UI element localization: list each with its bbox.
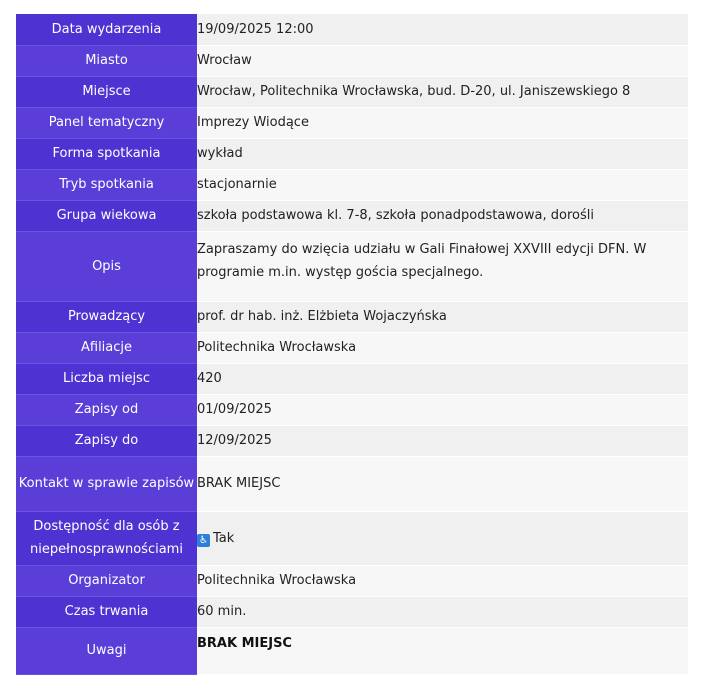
row-label: Liczba miejsc [16,363,197,394]
row-label: Kontakt w sprawie zapisów [16,456,197,511]
row-label: Uwagi [16,627,197,674]
row-value: 12/09/2025 [197,425,688,456]
row-label: Dostępność dla osób z niepełnosprawnościami [16,511,197,565]
row-data-wydarzenia [16,14,688,45]
row-value: 60 min. [197,596,688,627]
row-uwagi [16,627,688,674]
row-organizator [16,565,688,596]
row-label: Organizator [16,565,197,596]
row-opis [16,231,688,301]
row-prowadzacy [16,301,688,332]
row-value: Politechnika Wrocławska [197,565,688,596]
row-value: szkoła podstawowa kl. 7-8, szkoła ponadpodstawowa, dorośli [197,200,688,231]
row-value: stacjonarnie [197,169,688,200]
row-value: Wrocław, Politechnika Wrocławska, bud. D-20, ul. Janiszewskiego 8 [197,76,688,107]
row-label: Miejsce [16,76,197,107]
row-panel-tematyczny [16,107,688,138]
row-label: Miasto [16,45,197,76]
row-zapisy-od [16,394,688,425]
alert-value: BRAK MIEJSC [197,627,688,674]
row-value: prof. dr hab. inż. Elżbieta Wojaczyńska [197,301,688,332]
row-grupa-wiekowa [16,200,688,231]
row-label: Panel tematyczny [16,107,197,138]
row-label: Tryb spotkania [16,169,197,200]
row-value: Zapraszamy do wzięcia udziału w Gali Finałowej XXVIII edycji DFN. W programie m.in. występ gościa specjalnego. [197,231,688,301]
row-value: Wrocław [197,45,688,76]
row-czas-trwania [16,596,688,627]
row-value: Imprezy Wiodące [197,107,688,138]
row-value: 01/09/2025 [197,394,688,425]
row-tryb-spotkania [16,169,688,200]
row-value: BRAK MIEJSC [197,456,688,511]
row-label: Data wydarzenia [16,14,197,45]
row-value: 19/09/2025 12:00 [197,14,688,45]
row-miejsce [16,76,688,107]
row-label: Grupa wiekowa [16,200,197,231]
row-miasto [16,45,688,76]
row-afiliacje [16,332,688,363]
event-details-table [16,14,688,675]
row-label: Afiliacje [16,332,197,363]
row-label: Prowadzący [16,301,197,332]
row-value [197,511,688,565]
row-value: 420 [197,363,688,394]
row-value: wykład [197,138,688,169]
wheelchair-icon: ♿ [197,534,210,547]
row-dostepnosc [16,511,688,565]
row-zapisy-do [16,425,688,456]
row-label: Zapisy do [16,425,197,456]
row-kontakt-zapisow [16,456,688,511]
row-value: Politechnika Wrocławska [197,332,688,363]
row-label: Opis [16,231,197,301]
row-label: Czas trwania [16,596,197,627]
row-label: Forma spotkania [16,138,197,169]
accessibility-value: Tak [213,530,235,546]
row-label: Zapisy od [16,394,197,425]
row-forma-spotkania [16,138,688,169]
row-liczba-miejsc [16,363,688,394]
